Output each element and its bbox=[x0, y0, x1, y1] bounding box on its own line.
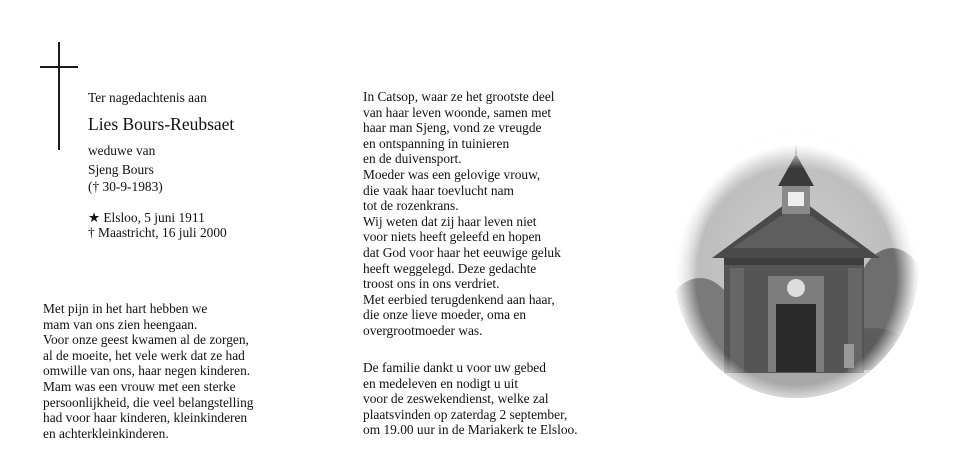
text-line: De familie dankt u voor uw gebed bbox=[363, 360, 546, 375]
husband-name: Sjeng Bours bbox=[88, 162, 154, 177]
memoriam-heading: Ter nagedachtenis aan bbox=[88, 90, 207, 105]
text-line: die onze lieve moeder, oma en bbox=[363, 307, 527, 323]
text-line: persoonlijkheid, die veel belangstelling bbox=[43, 394, 254, 410]
text-line: van haar leven woonde, samen met bbox=[363, 104, 552, 120]
text-line: troost ons in ons verdriet. bbox=[363, 276, 500, 292]
cross-horizontal bbox=[40, 66, 78, 68]
text-line: Met eerbied terugdenkend aan haar, bbox=[363, 291, 555, 307]
text-line: en achterkleinkinderen. bbox=[43, 425, 169, 441]
chapel-photo bbox=[672, 108, 920, 400]
text-line: haar man Sjeng, vond ze vreugde bbox=[363, 120, 542, 136]
text-line: al de moeite, het vele werk dat ze had bbox=[43, 347, 245, 363]
cross-vertical bbox=[58, 42, 60, 150]
text-line: voor niets heeft geleefd en hopen bbox=[363, 229, 542, 245]
left-paragraph bbox=[43, 301, 253, 441]
middle-paragraph-2 bbox=[363, 360, 578, 438]
death-line: † Maastricht, 16 juli 2000 bbox=[88, 225, 227, 240]
text-line: heeft weggelegd. Deze gedachte bbox=[363, 260, 537, 276]
text-line: tot de rozenkrans. bbox=[363, 198, 459, 214]
text-line: en ontspanning in tuinieren bbox=[363, 135, 510, 151]
text-line: en medeleven en nodigt u uit bbox=[363, 375, 519, 391]
middle-paragraph-1 bbox=[363, 89, 561, 339]
text-line: plaatsvinden op zaterdag 2 september, bbox=[363, 406, 568, 422]
text-line: Moeder was een gelovige vrouw, bbox=[363, 166, 541, 182]
text-line: omwille van ons, haar negen kinderen. bbox=[43, 363, 251, 379]
husband-death-date: († 30-9-1983) bbox=[88, 179, 163, 194]
birth-line: ★ Elsloo, 5 juni 1911 bbox=[88, 210, 205, 225]
text-line: die vaak haar toevlucht nam bbox=[363, 182, 514, 198]
text-line: had voor haar kinderen, kleinkinderen bbox=[43, 410, 248, 426]
text-line: Met pijn in het hart hebben we bbox=[43, 301, 208, 316]
text-line: overgrootmoeder was. bbox=[363, 322, 483, 338]
widow-of-label: weduwe van bbox=[88, 143, 156, 158]
text-line: dat God voor haar het eeuwige geluk bbox=[363, 244, 561, 260]
text-line: mam van ons zien heengaan. bbox=[43, 316, 198, 332]
text-line: Wij weten dat zij haar leven niet bbox=[363, 213, 537, 229]
text-line: voor de zeswekendienst, welke zal bbox=[363, 391, 549, 407]
text-line: en de duivensport. bbox=[363, 151, 462, 167]
text-line: In Catsop, waar ze het grootste deel bbox=[363, 89, 555, 104]
deceased-name: Lies Bours-Reubsaet bbox=[88, 114, 235, 134]
text-line: Mam was een vrouw met een sterke bbox=[43, 378, 236, 394]
text-line: Voor onze geest kwamen al de zorgen, bbox=[43, 332, 249, 348]
text-line: om 19.00 uur in de Mariakerk te Elsloo. bbox=[363, 422, 578, 438]
